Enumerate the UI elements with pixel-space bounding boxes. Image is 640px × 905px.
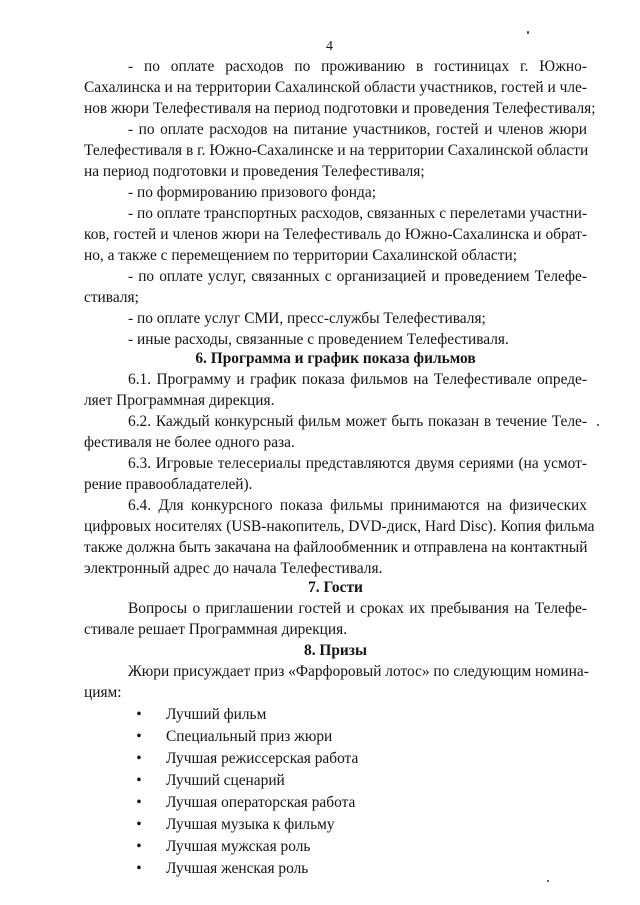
bullet-icon: • [136,772,142,789]
body-line: цифровых носителях (USB-накопитель, DVD-диск, Hard Disc). Копия фильма [84,518,595,535]
body-line: но, а также с перемещением по территории Сахалинской области; [84,247,517,264]
body-line: - по оплате расходов на питание участников, гостей и членов жюри [128,121,587,138]
list-item-label: Лучшая мужская роль [166,838,311,855]
body-line: стивале решает Программная дирекция. [84,621,348,638]
body-line: электронный адрес до начала Телефестиваля. [84,560,383,577]
body-line: ков, гостей и членов жюри на Телефестиваль до Южно-Сахалинска и обрат- [84,226,587,243]
bullet-icon: • [136,838,142,855]
list-item-label: Лучшая режиссерская работа [166,750,359,767]
page-number: 4 [326,39,333,54]
section-heading-6: 6. Программа и график показа фильмов [195,350,476,367]
list-item-label: Лучшая женская роль [166,860,309,877]
bullet-icon: • [136,794,142,811]
body-line: - иные расходы, связанные с проведением Телефестиваля. [128,331,509,348]
body-line: стиваля; [84,289,139,306]
bullet-icon: • [136,728,142,745]
body-line: циям: [84,684,122,701]
list-item-label: Лучшая операторская работа [166,794,356,811]
body-line: на период подготовки и проведения Телефестиваля; [84,163,425,180]
body-line: Жюри присуждает приз «Фарфоровый лотос» по следующим номина- [128,663,589,680]
body-line: - по оплате транспортных расходов, связанных с перелетами участни- [128,205,587,222]
body-line: рение правообладателей). [84,476,253,493]
list-item-label: Лучший фильм [166,706,267,723]
bullet-icon: • [136,860,142,877]
body-line: 6.2. Каждый конкурсный фильм может быть показан в течение Теле- [128,413,587,430]
body-line: Телефестиваля в г. Южно-Сахалинске и на территории Сахалинской области [84,142,589,159]
section-heading-7: 7. Гости [308,579,363,596]
body-line: 6.4. Для конкурсного показа фильмы принимаются на физических [128,497,587,514]
body-line: нов жюри Телефестиваля на период подготовки и проведения Телефестиваля; [84,100,596,117]
list-item-label: Лучшая музыка к фильму [166,816,335,833]
body-line: - по оплате услуг СМИ, пресс-службы Телефестиваля; [128,310,486,327]
bullet-icon: • [136,706,142,723]
body-line: Вопросы о приглашении гостей и сроках их пребывания на Телефе- [128,600,587,617]
body-line: Сахалинска и на территории Сахалинской области участников, гостей и чле- [84,79,587,96]
scan-speck [597,424,599,426]
body-line: - по оплате расходов по проживанию в гостиницах г. Южно- [128,58,587,75]
body-line: фестиваля не более одного раза. [84,434,295,451]
section-heading-8: 8. Призы [304,642,367,659]
bullet-icon: • [136,750,142,767]
list-item-label: Специальный приз жюри [166,728,333,745]
body-line: - по формированию призового фонда; [128,184,376,201]
body-line: 6.3. Игровые телесериалы представляются двумя сериями (на усмот- [128,455,587,472]
body-line: - по оплате услуг, связанных с организацией и проведением Телефе- [128,268,587,285]
bullet-icon: • [136,816,142,833]
list-item-label: Лучший сценарий [166,772,285,789]
body-line: 6.1. Программу и график показа фильмов на Телефестивале опреде- [128,371,587,388]
scan-speck [547,880,549,882]
body-line: также должна быть закачана на файлообменник и отправлена на контактный [84,539,588,556]
body-line: ляет Программная дирекция. [84,392,275,409]
scan-speck [527,31,529,34]
